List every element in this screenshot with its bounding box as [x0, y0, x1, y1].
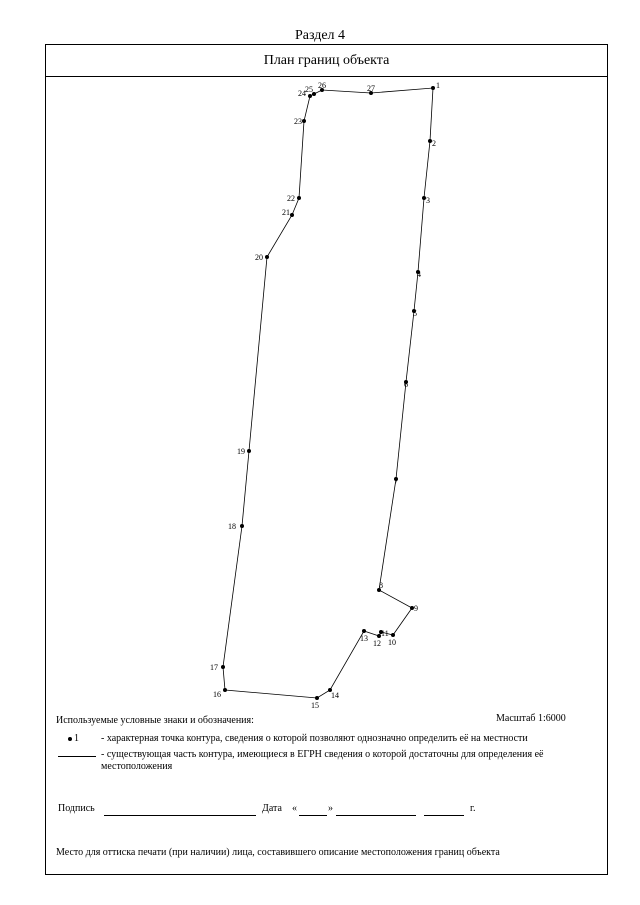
stamp-note: Место для оттиска печати (при наличии) лица, составившего описание местоположения границ объекта: [56, 847, 500, 858]
point-label-25: 25: [305, 85, 313, 94]
point-label-4: 4: [417, 270, 421, 279]
point-label-11: 11: [381, 629, 389, 638]
point-label-21: 21: [282, 208, 290, 217]
year-suffix: г.: [470, 803, 476, 814]
boundary-point-12: [377, 634, 381, 638]
point-label-22: 22: [287, 194, 295, 203]
point-label-6: 6: [404, 380, 408, 389]
signature-label: Подпись: [58, 803, 95, 814]
point-label-15: 15: [311, 701, 319, 710]
boundary-point-13: [362, 629, 366, 633]
point-label-13: 13: [360, 634, 368, 643]
legend-line-text: - существующая часть контура, имеющиеся в ЕГРН сведения о которой достаточны для определения её местоположения: [101, 749, 544, 772]
point-label-3: 3: [426, 196, 430, 205]
boundary-point-16: [223, 688, 227, 692]
point-label-12: 12: [373, 639, 381, 648]
boundary-point-17: [221, 665, 225, 669]
date-year-field[interactable]: [424, 815, 464, 816]
point-label-9: 9: [414, 604, 418, 613]
point-label-14: 14: [331, 691, 339, 700]
point-label-26: 26: [318, 81, 326, 90]
boundary-point-21: [290, 213, 294, 217]
boundary-point-10: [391, 633, 395, 637]
legend-title: Используемые условные знаки и обозначения:: [56, 715, 254, 726]
legend-point-row: [68, 733, 79, 745]
boundary-point-1: [431, 86, 435, 90]
boundary-point-20: [265, 255, 269, 259]
point-marker-icon: [68, 737, 72, 741]
point-label-18: 18: [228, 522, 236, 531]
point-label-10: 10: [388, 638, 396, 647]
point-label-5: 5: [413, 309, 417, 318]
point-label-17: 17: [210, 663, 218, 672]
boundary-point-22: [297, 196, 301, 200]
boundary-point-15: [315, 696, 319, 700]
line-symbol-icon: [58, 756, 96, 757]
scale-label: Масштаб 1:6000: [496, 713, 566, 724]
signature-field[interactable]: [104, 815, 256, 816]
date-close-quote: »: [328, 803, 333, 814]
date-open-quote: «: [292, 803, 297, 814]
date-day-field[interactable]: [299, 815, 327, 816]
point-label-23: 23: [294, 117, 302, 126]
point-label-8: 8: [379, 581, 383, 590]
boundary-point-23: [302, 119, 306, 123]
point-label-19: 19: [237, 447, 245, 456]
boundary-contour: [223, 88, 433, 698]
point-label-20: 20: [255, 253, 263, 262]
boundary-point-19: [247, 449, 251, 453]
section-title: Раздел 4: [294, 28, 346, 43]
point-label-1: 1: [436, 81, 440, 90]
plan-header: План границ объекта: [46, 45, 607, 77]
legend-point-symbol: 1: [74, 733, 79, 744]
point-label-27: 27: [367, 84, 375, 93]
date-month-field[interactable]: [336, 815, 416, 816]
date-label: Дата: [262, 803, 282, 814]
boundary-point-24: [308, 94, 312, 98]
document-frame: [45, 44, 608, 875]
boundary-point-18: [240, 524, 244, 528]
legend-point-text: - характерная точка контура, сведения о которой позволяют однозначно определить её на местности: [101, 733, 528, 744]
point-label-24: 24: [298, 89, 306, 98]
point-label-16: 16: [213, 690, 221, 699]
point-label-7: 7: [394, 477, 398, 486]
point-label-2: 2: [432, 139, 436, 148]
